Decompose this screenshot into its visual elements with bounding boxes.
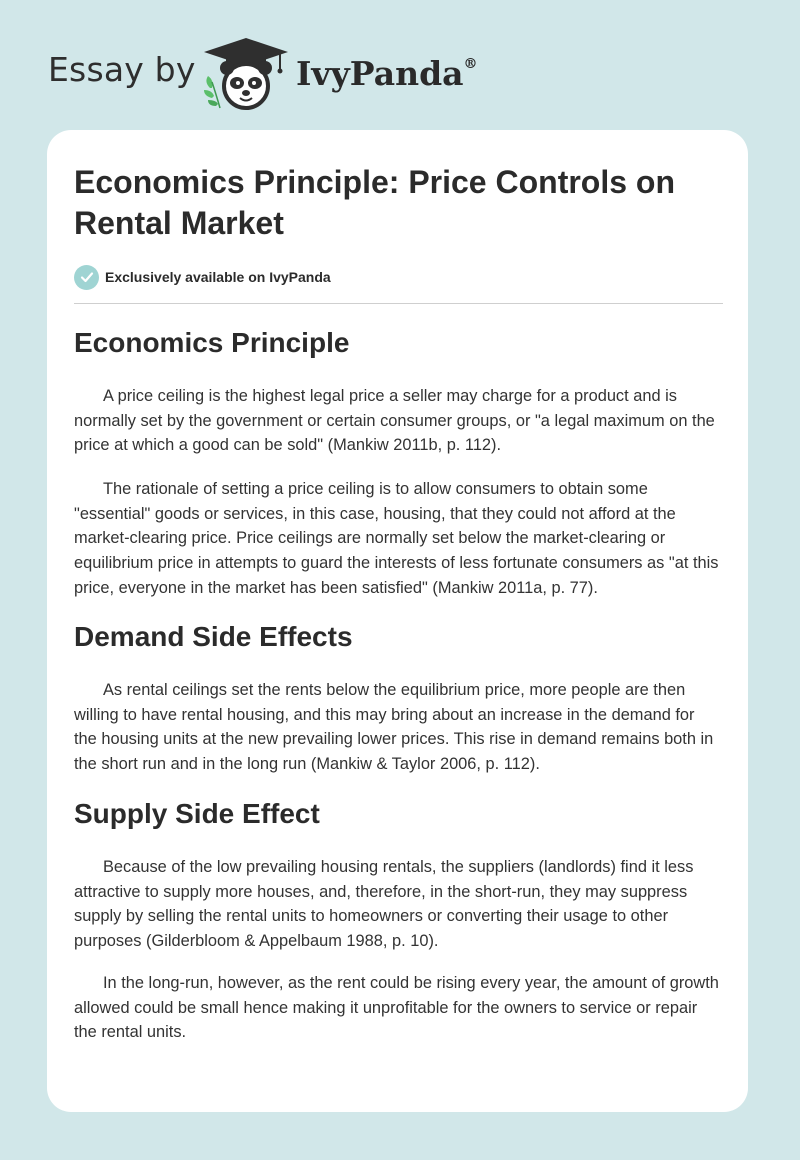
paragraph: As rental ceilings set the rents below the equilibrium price, more people are then willing to have rental housing, and this may bring about an increase in the demand for the housing units at the new prevailing lower prices. This rise in demand remains both in the short run and in the long run (Mankiw & Taylor 2006, p. 112). — [74, 681, 714, 774]
section-heading: Demand Side Effects — [74, 621, 353, 652]
page-title: Economics Principle: Price Controls on Rental Market — [74, 164, 676, 241]
paragraph: A price ceiling is the highest legal price a seller may charge for a product and is normally set by the government or certain consumer groups, or "a legal maximum on the price at which a good can be sold" (Mankiw 2011b, p. 112). — [74, 387, 715, 455]
checkmark-icon — [74, 265, 99, 290]
section-heading: Supply Side Effect — [74, 798, 320, 829]
article-card — [47, 130, 748, 1112]
brand-name[interactable]: IvyPanda® — [296, 54, 478, 93]
essay-by-label: Essay by — [48, 50, 196, 89]
paragraph: In the long-run, however, as the rent could be rising every year, the amount of growth allowed could be small hence making it unprofitable for the owners to service or repair the rental units. — [74, 974, 719, 1042]
exclusive-badge-label: Exclusively available on IvyPanda — [105, 269, 331, 285]
section-heading: Economics Principle — [74, 327, 350, 358]
paragraph: The rationale of setting a price ceiling is to allow consumers to obtain some "essential" goods or services, in this case, housing, that they could not afford at the market-clearing price. Price ceilings are normally set below the market-clearing or equilibrium price in attempts to guard the interests of less fortunate consumers as "at this price, everyone in the market has been satisfied" (Mankiw 2011a, p. 77). — [74, 480, 719, 597]
site-header — [48, 32, 748, 112]
registered-mark: ® — [463, 56, 478, 72]
divider — [74, 303, 723, 304]
ivypanda-logo-icon[interactable] — [198, 32, 294, 112]
paragraph: Because of the low prevailing housing rentals, the suppliers (landlords) find it less attractive to supply more houses, and, therefore, in the short-run, they may suppress supply by selling the rental units to homeowners or converting their usage to other purposes (Gilderbloom & Appelbaum 1988, p. 10). — [74, 858, 694, 951]
exclusive-badge — [74, 264, 331, 290]
